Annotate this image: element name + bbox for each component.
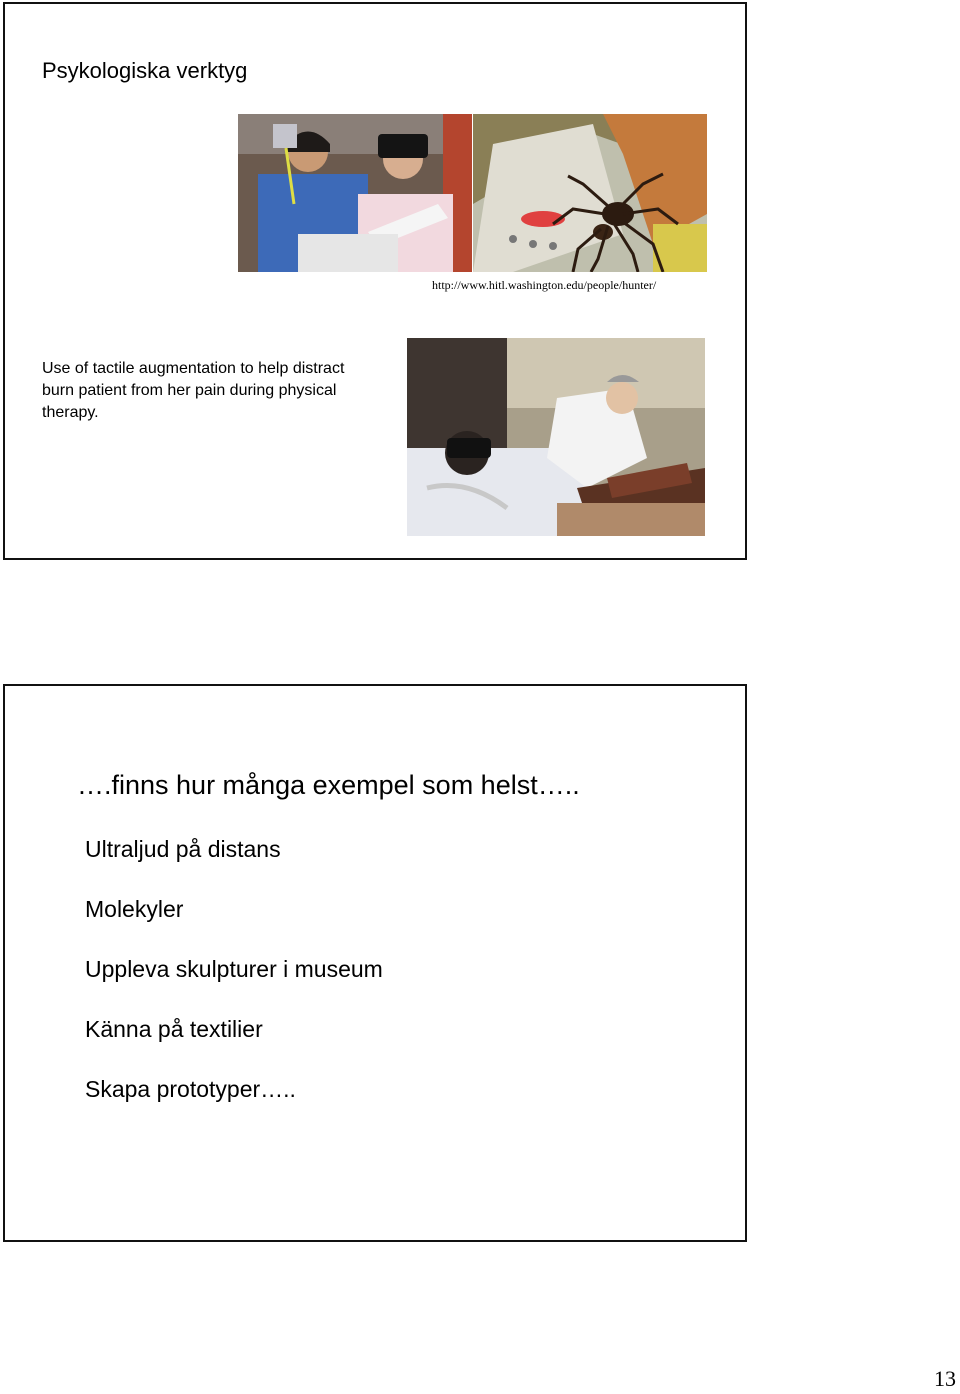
photo-caption: Use of tactile augmentation to help distract burn patient from her pain during physical therapy.: [42, 360, 345, 421]
list-item: Skapa prototyper…..: [85, 1076, 296, 1102]
vr-headset-photo: [238, 114, 472, 272]
source-url: http://www.hitl.washington.edu/people/hunter/: [432, 278, 657, 292]
page-number: 13: [934, 1366, 956, 1391]
slide-2: [3, 684, 747, 1242]
list-item: Uppleva skulpturer i museum: [85, 956, 383, 982]
slide-heading: ….finns hur många exempel som helst…..: [77, 770, 580, 800]
slide-title: Psykologiska verktyg: [42, 58, 248, 83]
slide-1: [3, 2, 747, 560]
list-item: Molekyler: [85, 896, 184, 922]
list-item: Ultraljud på distans: [85, 836, 281, 862]
examples-list: [85, 834, 383, 1134]
list-item: Känna på textilier: [85, 1016, 263, 1042]
physical-therapy-photo: [407, 338, 705, 536]
virtual-spider-image: [473, 114, 707, 272]
